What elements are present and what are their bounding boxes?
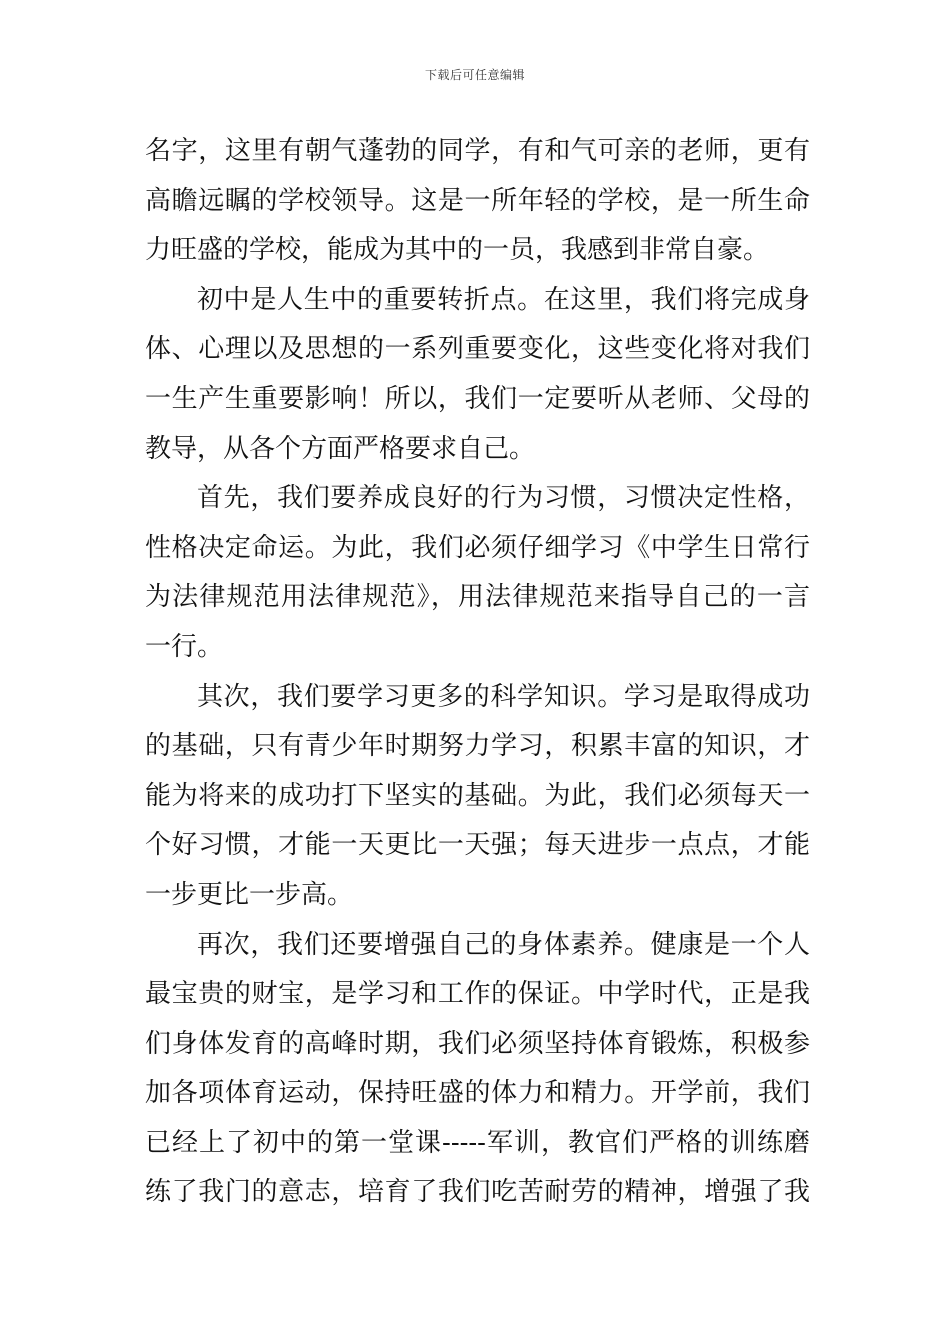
paragraph-first-line: 初中是人生中的重要转折点。在这里，我们将完成身 [197,284,810,315]
text-line: 个好习惯，才能一天更比一天强；每天进步一点点，才能 [145,830,810,861]
text-line: 已经上了初中的第一堂课-----军训，教官们严格的训练磨 [145,1127,810,1158]
text-line: 高瞻远瞩的学校领导。这是一所年轻的学校，是一所生命 [145,185,810,216]
text-line: 加各项体育运动，保持旺盛的体力和精力。开学前，我们 [145,1078,810,1109]
text-line: 体、心理以及思想的一系列重要变化，这些变化将对我们 [145,334,810,365]
text-line: 力旺盛的学校，能成为其中的一员，我感到非常自豪。 [145,235,770,266]
text-line: 为法律规范用法律规范》，用法律规范来指导自己的一言 [145,582,810,613]
text-line: 能为将来的成功打下坚实的基础。为此，我们必须每天一 [145,780,810,811]
text-line: 最宝贵的财宝，是学习和工作的保证。中学时代，正是我 [145,979,810,1010]
text-line: 练了我门的意志，培育了我们吃苦耐劳的精神，增强了我 [145,1177,810,1208]
page-header-note: 下载后可任意编辑 [424,68,525,82]
text-line: 们身体发育的高峰时期，我们必须坚持体育锻炼，积极参 [145,1028,810,1059]
paragraph-first-line: 再次，我们还要增强自己的身体素养。健康是一个人 [197,929,810,960]
text-line: 的基础，只有青少年时期努力学习，积累丰富的知识，才 [145,731,810,762]
text-line: 一行。 [145,631,224,662]
text-line: 一步更比一步高。 [145,879,354,910]
text-line: 教导，从各个方面严格要求自己。 [145,433,536,464]
text-line: 名字，这里有朝气蓬勃的同学，有和气可亲的老师，更有 [145,136,810,166]
document-body [145,127,810,1218]
paragraph-first-line: 首先，我们要养成良好的行为习惯，习惯决定性格， [197,483,810,514]
text-line: 一生产生重要影响！所以，我们一定要听从老师、父母的 [145,383,810,414]
text-line: 性格决定命运。为此，我们必须仔细学习《中学生日常行 [145,532,810,563]
paragraph-first-line: 其次，我们要学习更多的科学知识。学习是取得成功 [197,681,810,712]
